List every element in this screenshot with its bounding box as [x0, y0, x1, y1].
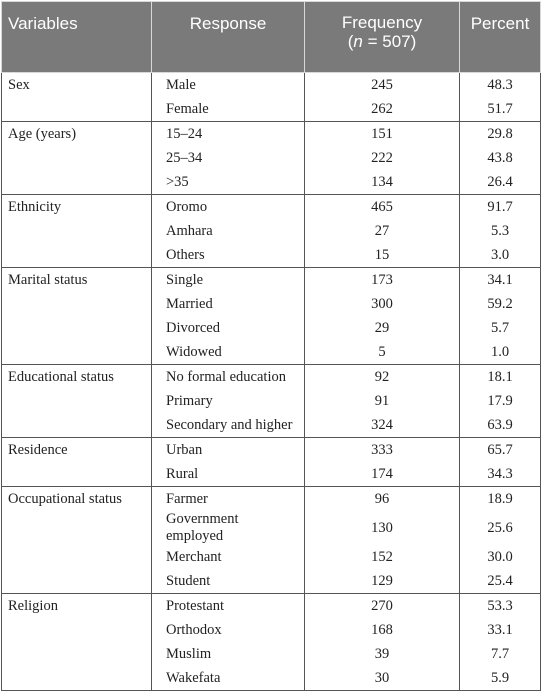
- variable-label: Age (years): [2, 122, 152, 195]
- variable-label: Educational status: [2, 365, 152, 438]
- response-cell: Urban: [152, 438, 305, 463]
- frequency-cell: 173: [305, 268, 460, 293]
- header-frequency-label: Frequency: [341, 13, 423, 32]
- header-variables: Variables: [2, 2, 152, 73]
- table-row: [2, 487, 541, 512]
- percent-cell: 59.2: [460, 292, 541, 316]
- frequency-cell: 222: [305, 146, 460, 170]
- percent-cell: 34.3: [460, 462, 541, 487]
- percent-cell: 18.1: [460, 365, 541, 390]
- table-row: [2, 73, 541, 98]
- header-percent: Percent: [460, 2, 541, 73]
- response-cell: Single: [152, 268, 305, 293]
- percent-cell: 25.4: [460, 569, 541, 594]
- response-cell: Protestant: [152, 594, 305, 619]
- percent-cell: 25.6: [460, 511, 541, 545]
- response-cell: 15–24: [152, 122, 305, 147]
- percent-cell: 65.7: [460, 438, 541, 463]
- frequency-cell: 30: [305, 666, 460, 691]
- frequency-cell: 300: [305, 292, 460, 316]
- frequency-cell: 465: [305, 195, 460, 220]
- percent-cell: 30.0: [460, 545, 541, 569]
- percent-cell: 26.4: [460, 170, 541, 195]
- response-cell: 25–34: [152, 146, 305, 170]
- percent-cell: 1.0: [460, 340, 541, 365]
- response-cell: >35: [152, 170, 305, 195]
- variable-label: Religion: [2, 594, 152, 691]
- frequency-cell: 324: [305, 413, 460, 438]
- percent-cell: 18.9: [460, 487, 541, 512]
- response-cell: Oromo: [152, 195, 305, 220]
- header-frequency: [305, 2, 460, 73]
- variable-label: Ethnicity: [2, 195, 152, 268]
- percent-cell: 63.9: [460, 413, 541, 438]
- response-cell: Muslim: [152, 642, 305, 666]
- frequency-cell: 262: [305, 97, 460, 122]
- variable-label: Sex: [2, 73, 152, 122]
- frequency-cell: 174: [305, 462, 460, 487]
- response-cell: Married: [152, 292, 305, 316]
- percent-cell: 48.3: [460, 73, 541, 98]
- header-frequency-open: (: [347, 32, 354, 51]
- header-response: Response: [152, 2, 305, 73]
- response-cell: Orthodox: [152, 618, 305, 642]
- response-cell: Male: [152, 73, 305, 98]
- table-row: [2, 268, 541, 293]
- frequency-cell: 29: [305, 316, 460, 340]
- percent-cell: 33.1: [460, 618, 541, 642]
- header-frequency-total: = 507): [362, 32, 417, 51]
- response-cell: Farmer: [152, 487, 305, 512]
- response-cell: Rural: [152, 462, 305, 487]
- percent-cell: 91.7: [460, 195, 541, 220]
- response-cell: Secondary and higher: [152, 413, 305, 438]
- percent-cell: 51.7: [460, 97, 541, 122]
- percent-cell: 5.7: [460, 316, 541, 340]
- frequency-cell: 96: [305, 487, 460, 512]
- frequency-cell: 152: [305, 545, 460, 569]
- frequency-cell: 5: [305, 340, 460, 365]
- frequency-cell: 151: [305, 122, 460, 147]
- frequency-cell: 134: [305, 170, 460, 195]
- response-cell: No formal education: [152, 365, 305, 390]
- response-cell: Wakefata: [152, 666, 305, 691]
- demographics-table: [1, 1, 541, 691]
- frequency-cell: 39: [305, 642, 460, 666]
- table-row: [2, 365, 541, 390]
- response-cell: Primary: [152, 389, 305, 413]
- response-cell: Female: [152, 97, 305, 122]
- frequency-cell: 91: [305, 389, 460, 413]
- table-row: [2, 594, 541, 619]
- frequency-cell: 92: [305, 365, 460, 390]
- percent-cell: 29.8: [460, 122, 541, 147]
- response-cell: Divorced: [152, 316, 305, 340]
- response-cell: Others: [152, 243, 305, 268]
- percent-cell: 53.3: [460, 594, 541, 619]
- variable-label: Residence: [2, 438, 152, 487]
- response-cell: Merchant: [152, 545, 305, 569]
- frequency-cell: 130: [305, 511, 460, 545]
- percent-cell: 34.1: [460, 268, 541, 293]
- frequency-cell: 129: [305, 569, 460, 594]
- frequency-cell: 245: [305, 73, 460, 98]
- frequency-cell: 333: [305, 438, 460, 463]
- table-row: [2, 122, 541, 147]
- percent-cell: 5.9: [460, 666, 541, 691]
- table-row: [2, 438, 541, 463]
- table-header: [2, 2, 541, 73]
- response-cell: Widowed: [152, 340, 305, 365]
- frequency-cell: 168: [305, 618, 460, 642]
- table-row: [2, 195, 541, 220]
- response-cell: Government employed: [152, 511, 305, 545]
- frequency-cell: 27: [305, 219, 460, 243]
- percent-cell: 5.3: [460, 219, 541, 243]
- variable-label: Occupational status: [2, 487, 152, 594]
- table-body: [2, 73, 541, 691]
- header-frequency-n: n: [353, 32, 363, 51]
- response-cell: Student: [152, 569, 305, 594]
- percent-cell: 17.9: [460, 389, 541, 413]
- percent-cell: 43.8: [460, 146, 541, 170]
- percent-cell: 3.0: [460, 243, 541, 268]
- response-cell: Amhara: [152, 219, 305, 243]
- percent-cell: 7.7: [460, 642, 541, 666]
- frequency-cell: 15: [305, 243, 460, 268]
- frequency-cell: 270: [305, 594, 460, 619]
- variable-label: Marital status: [2, 268, 152, 365]
